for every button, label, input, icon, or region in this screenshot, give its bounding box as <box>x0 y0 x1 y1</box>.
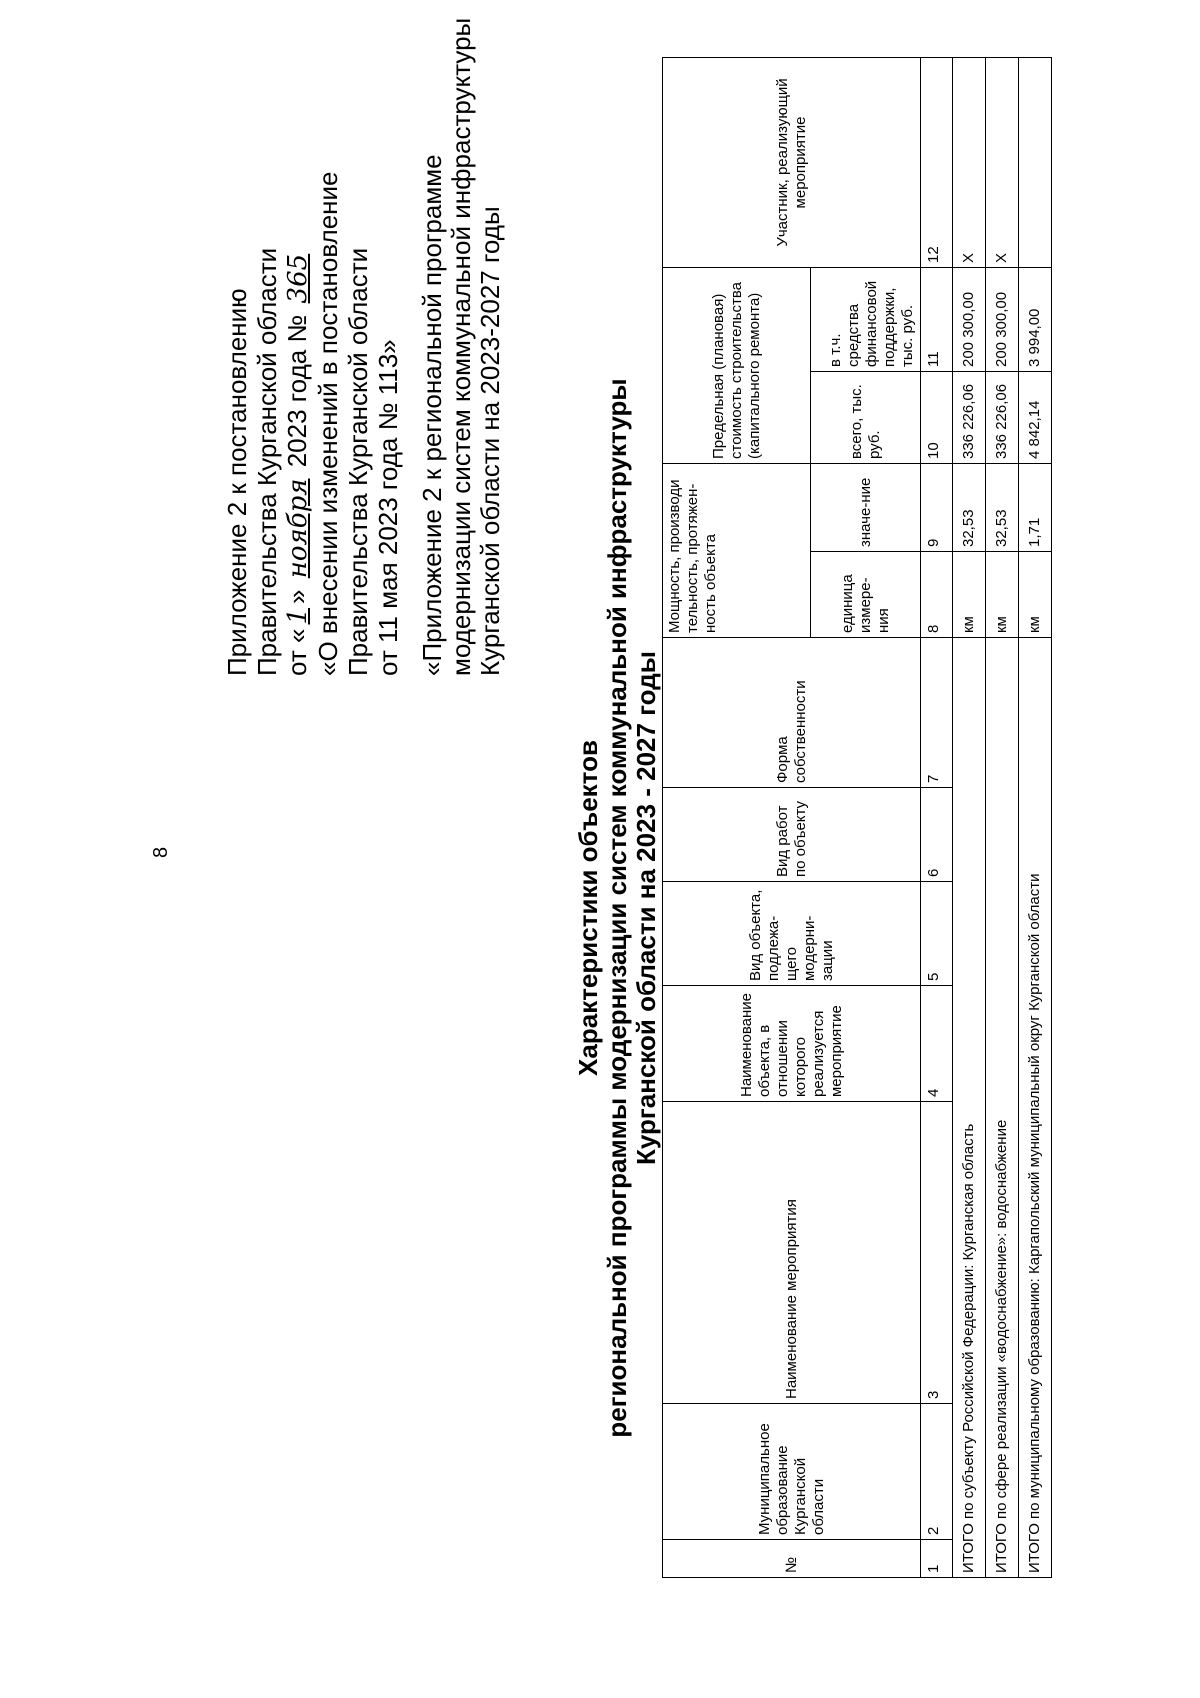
row-cost-total: 336 226,06 <box>953 372 986 464</box>
header-activity-name: Наименование мероприятия <box>663 1102 921 1404</box>
table-row <box>1019 57 1052 1577</box>
appendix-line-6: от 11 мая 2023 года № 113» <box>373 339 403 676</box>
column-number: 9 <box>921 464 953 552</box>
column-number: 7 <box>921 638 953 788</box>
date-suffix: 2023 года № <box>282 314 312 468</box>
row-label: ИТОГО по сфере реализации «водоснабжение»: водоснабжение <box>986 638 1019 1578</box>
appendix-line-2: Правительства Курганской области <box>252 247 282 676</box>
column-number-row <box>921 57 953 1577</box>
column-number: 2 <box>921 1404 953 1540</box>
date-mid: » <box>282 589 312 604</box>
column-number: 8 <box>921 552 953 638</box>
appendix-date-line <box>282 76 313 676</box>
column-number: 5 <box>921 882 953 986</box>
row-label: ИТОГО по субъекту Российской Федерации: Курганская область <box>953 638 986 1578</box>
table-row <box>986 57 1019 1577</box>
header-participant: Участник, реализующий мероприятие <box>663 57 921 267</box>
column-number: 10 <box>921 372 953 464</box>
previous-appendix-line-2: модернизации систем коммунальной инфраструктуры <box>446 17 476 676</box>
column-number: 1 <box>921 1540 953 1578</box>
row-participant <box>1019 57 1052 267</box>
objects-table <box>662 57 1052 1578</box>
row-participant: X <box>953 57 986 267</box>
appendix-line-5: Правительства Курганской области <box>343 247 373 676</box>
header-ownership: Форма собственности <box>663 638 921 788</box>
previous-appendix-header <box>418 16 505 676</box>
header-object-type: Вид объекта, подлежа-щего модерни-зации <box>663 882 921 986</box>
handwritten-day: 1 <box>283 607 313 625</box>
previous-appendix-line-1: «Приложение 2 к региональной программе <box>417 154 447 676</box>
column-number: 3 <box>921 1102 953 1404</box>
handwritten-number: 365 <box>283 253 313 304</box>
column-number: 4 <box>921 986 953 1102</box>
row-participant: X <box>986 57 1019 267</box>
page-number: 8 <box>150 846 172 858</box>
handwritten-month: ноября <box>283 478 313 579</box>
appendix-line-4: «О внесении изменений в постановление <box>313 171 343 676</box>
previous-appendix-line-3: Курганской области на 2023-2027 годы <box>475 206 505 676</box>
column-number: 6 <box>921 788 953 882</box>
row-value: 32,53 <box>986 464 1019 552</box>
header-capacity: Мощность, производи тельность, протяжен-ность объекта <box>663 464 811 638</box>
header-cost-total: всего, тыс. руб. <box>811 372 921 464</box>
table-row <box>953 57 986 1577</box>
document-title <box>574 278 661 1538</box>
row-unit: км <box>953 552 986 638</box>
column-number: 11 <box>921 267 953 371</box>
column-number: 12 <box>921 57 953 267</box>
header-work-type: Вид работ по объекту <box>663 788 921 882</box>
title-line-2: региональной программы модернизации систем коммунальной инфраструктуры <box>602 378 632 1438</box>
header-cost-support: в т.ч. средства финансовой поддержки, тыс. руб. <box>811 267 921 371</box>
appendix-line-1: Приложение 2 к постановлению <box>222 288 252 676</box>
row-cost-support: 200 300,00 <box>953 267 986 371</box>
row-value: 1,71 <box>1019 464 1052 552</box>
title-line-1: Характеристики объектов <box>573 740 603 1076</box>
header-cost: Предельная (плановая) стоимость строительства (капитального ремонта) <box>663 267 811 463</box>
header-value: значе-ние <box>811 464 921 552</box>
row-unit: км <box>1019 552 1052 638</box>
row-value: 32,53 <box>953 464 986 552</box>
title-line-3: Курганской области на 2023 - 2027 годы <box>631 651 661 1165</box>
header-number: № <box>663 1540 921 1578</box>
header-unit: единица измере-ния <box>811 552 921 638</box>
row-cost-total: 4 842,14 <box>1019 372 1052 464</box>
header-object-name: Наименование объекта, в отношении которого реализуется мероприятие <box>663 986 921 1102</box>
row-cost-total: 336 226,06 <box>986 372 1019 464</box>
row-label: ИТОГО по муниципальному образованию: Каргапольский муниципальный округ Курганской области <box>1019 638 1052 1578</box>
table-header-row <box>663 57 811 1577</box>
row-cost-support: 3 994,00 <box>1019 267 1052 371</box>
row-cost-support: 200 300,00 <box>986 267 1019 371</box>
header-municipality: Муниципальное образование Курганской области <box>663 1404 921 1540</box>
appendix-header <box>222 76 403 676</box>
row-unit: км <box>986 552 1019 638</box>
date-prefix: от « <box>282 628 312 676</box>
